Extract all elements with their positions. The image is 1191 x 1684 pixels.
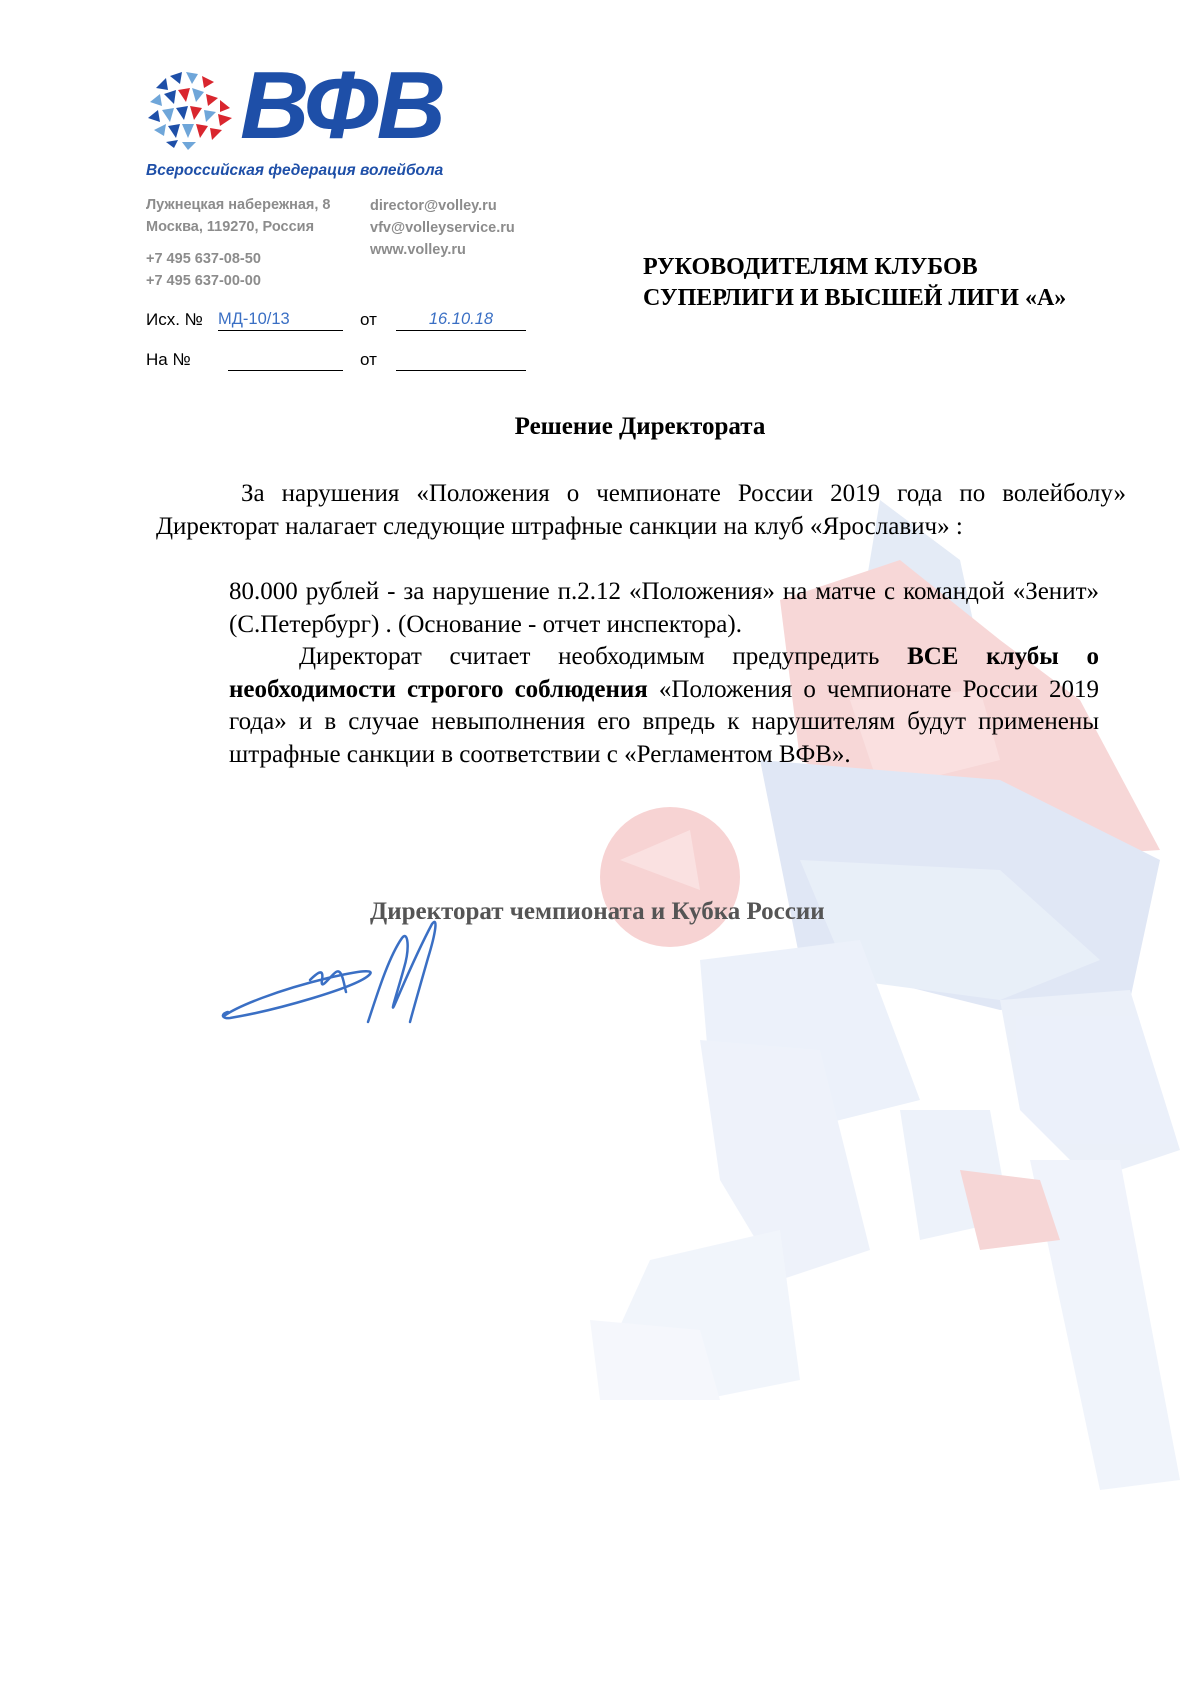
vfv-logo-icon <box>146 68 238 150</box>
recipient-line-1: РУКОВОДИТЕЛЯМ КЛУБОВ <box>643 254 978 280</box>
incoming-date-label: от <box>360 350 377 369</box>
handwritten-signature <box>218 918 478 1028</box>
outgoing-date-label: от <box>360 310 377 329</box>
signatory: Директорат чемпионата и Кубка России <box>370 898 825 925</box>
paragraph-warning <box>229 641 1099 771</box>
paragraph-fine: 80.000 рублей - за нарушение п.2.12 «Положения» на матче с командой «Зенит» (С.Петербург) . (Основание - отчет инспектора). <box>229 578 1099 638</box>
organization-name: Всероссийская федерация волейбола <box>146 162 444 179</box>
phone-1: +7 495 637-08-50 <box>146 251 261 267</box>
email-director: director@volley.ru <box>370 198 497 214</box>
recipient-block <box>643 252 1066 314</box>
phone-2: +7 495 637-00-00 <box>146 273 261 289</box>
warning-text-end: «Положения о чемпионате России 2019 года» и в случае невыполнения его впредь к нарушителям будут применены штрафные санкции в соответствии с «Регламентом ВФВ». <box>229 675 1099 768</box>
outgoing-date-field <box>396 310 526 331</box>
outgoing-date: 16.10.18 <box>428 310 494 328</box>
recipient-line-2: СУПЕРЛИГИ И ВЫСШЕЙ ЛИГИ «А» <box>643 285 1067 311</box>
warning-text-start: Директорат считает необходимым предупредить <box>299 643 908 670</box>
address-line-2: Москва, 119270, Россия <box>146 219 315 235</box>
incoming-label: На № <box>146 350 191 369</box>
incoming-number-field <box>228 350 343 371</box>
address-line-1: Лужнецкая набережная, 8 <box>146 197 331 213</box>
document-title: Решение Директората <box>514 413 766 440</box>
email-vfv: vfv@volleyservice.ru <box>370 220 515 236</box>
vfv-logo-wordmark: ВФВ <box>240 52 444 159</box>
outgoing-number: МД-10/13 <box>218 310 290 328</box>
paragraph-sanctions-intro: За нарушения «Положения о чемпионате России 2019 года по волейболу» Директорат налагает следующие штрафные санкции на клуб «Ярославич» : <box>156 480 1126 540</box>
warning-text-bold: ВСЕ клубы о необходимости строгого соблюдения <box>229 643 1099 703</box>
website: www.volley.ru <box>370 242 466 258</box>
outgoing-number-field <box>218 310 343 331</box>
outgoing-label: Исх. № <box>146 310 203 329</box>
incoming-date-field <box>396 350 526 371</box>
